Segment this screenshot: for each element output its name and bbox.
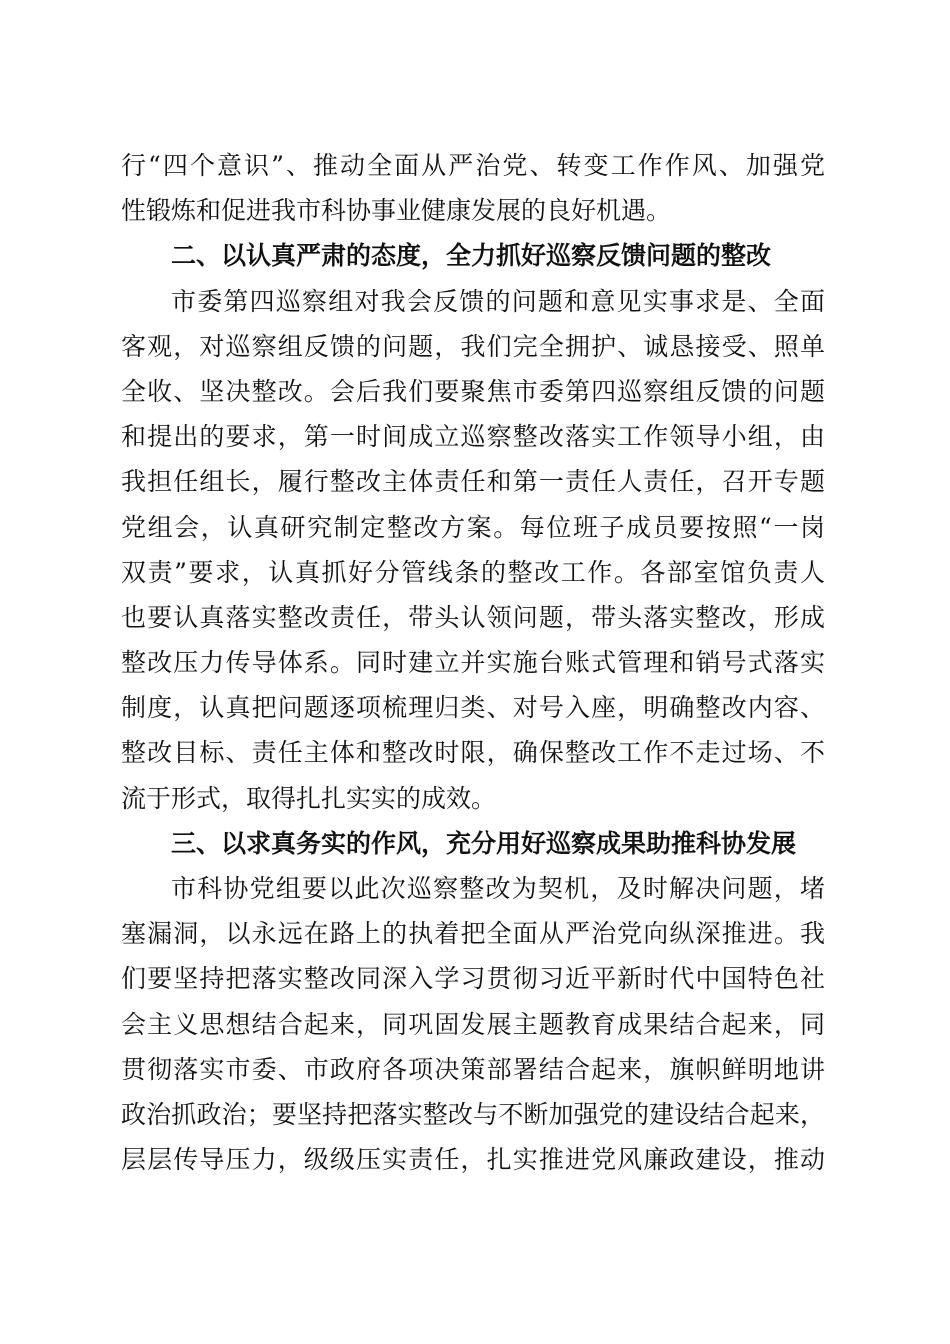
paragraph-line: 双责”要求，认真抓好分管线条的整改工作。各部室馆负责人	[121, 557, 825, 587]
section-heading: 二、以认真严肃的态度，全力抓好巡察反馈问题的整改	[171, 241, 772, 271]
paragraph-line: 也要认真落实整改责任，带头认领问题，带头落实整改，形成	[121, 602, 825, 632]
section-heading: 三、以求真务实的作风，充分用好巡察成果助推科协发展	[171, 828, 797, 858]
paragraph-line: 行“四个意识”、推动全面从严治党、转变工作作风、加强党	[121, 151, 825, 180]
paragraph-line: 客观，对巡察组反馈的问题，我们完全拥护、诚恳接受、照单	[121, 331, 825, 361]
paragraph-line: 政治抓政治；要坚持把落实整改与不断加强党的建设结合起来，	[121, 1099, 825, 1129]
paragraph-line: 层层传导压力，级级压实责任，扎实推进党风廉政建设，推动	[121, 1145, 825, 1175]
paragraph-line: 整改压力传导体系。同时建立并实施台账式管理和销号式落实	[121, 648, 825, 678]
paragraph-line: 制度，认真把问题逐项梳理归类、对号入座，明确整改内容、	[121, 693, 825, 723]
paragraph-line: 流于形式，取得扎扎实实的成效。	[121, 783, 497, 813]
paragraph-line: 塞漏洞，以永远在路上的执着把全面从严治党向纵深推进。我	[121, 919, 825, 949]
paragraph-line: 市委第四巡察组对我会反馈的问题和意见实事求是、全面	[171, 286, 825, 316]
paragraph-line: 全收、坚决整改。会后我们要聚焦市委第四巡察组反馈的问题	[121, 376, 825, 406]
paragraph-line: 整改目标、责任主体和整改时限，确保整改工作不走过场、不	[121, 738, 825, 768]
paragraph-line: 们要坚持把落实整改同深入学习贯彻习近平新时代中国特色社	[121, 964, 825, 994]
paragraph-line: 性锻炼和促进我市科协事业健康发展的良好机遇。	[121, 196, 672, 226]
paragraph-line: 我担任组长，履行整改主体责任和第一责任人责任，召开专题	[121, 467, 825, 497]
paragraph-line: 和提出的要求，第一时间成立巡察整改落实工作领导小组，由	[121, 422, 825, 452]
document-body	[121, 143, 825, 1182]
paragraph-line: 市科协党组要以此次巡察整改为契机，及时解决问题，堵	[171, 874, 825, 903]
paragraph-line: 党组会，认真研究制定整改方案。每位班子成员要按照“一岗	[121, 512, 825, 542]
paragraph-line: 会主义思想结合起来，同巩固发展主题教育成果结合起来，同	[121, 1009, 825, 1039]
paragraph-line: 贯彻落实市委、市政府各项决策部署结合起来，旗帜鲜明地讲	[121, 1054, 825, 1084]
